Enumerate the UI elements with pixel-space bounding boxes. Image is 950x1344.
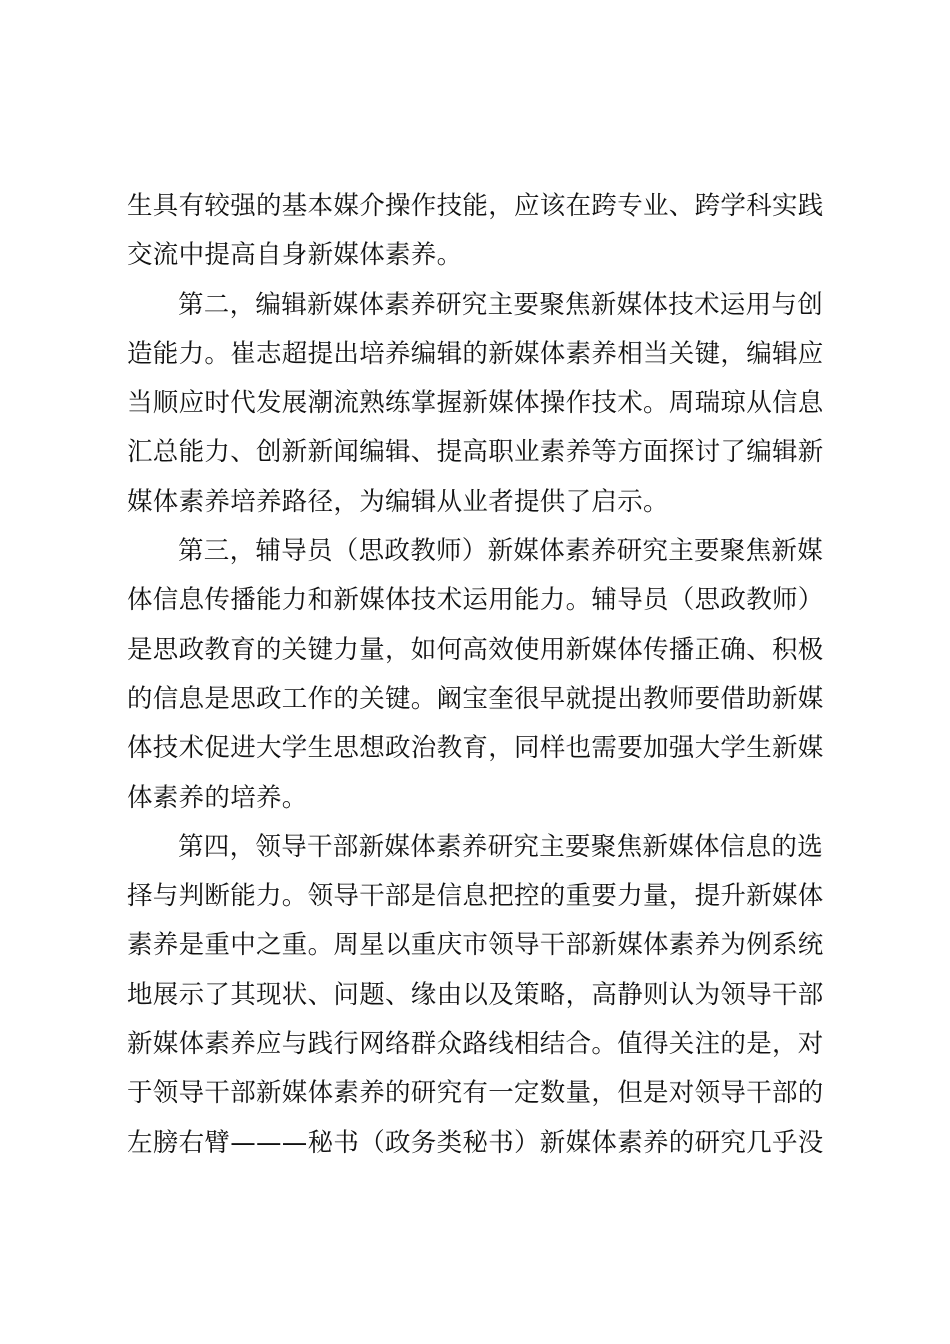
text-line: 体素养的培养。: [127, 782, 308, 813]
paragraph-start-line: 第二，编辑新媒体素养研究主要聚焦新媒体技术运用与创: [178, 289, 824, 320]
text-line: 的信息是思政工作的关键。阚宝奎很早就提出教师要借助新媒: [127, 683, 824, 714]
text-line: 素养是重中之重。周星以重庆市领导干部新媒体素养为例系统: [127, 930, 824, 961]
paragraph-start-line: 第四，领导干部新媒体素养研究主要聚焦新媒体信息的选: [178, 831, 824, 862]
text-line: 体信息传播能力和新媒体技术运用能力。辅导员（思政教师）: [127, 585, 824, 616]
text-line: 择与判断能力。领导干部是信息把控的重要力量，提升新媒体: [127, 881, 824, 912]
text-line: 是思政教育的关键力量，如何高效使用新媒体传播正确、积极: [127, 634, 824, 665]
text-line: 新媒体素养应与践行网络群众路线相结合。值得关注的是，对: [127, 1029, 824, 1060]
body-text: [127, 182, 837, 1168]
text-line: 当顺应时代发展潮流熟练掌握新媒体操作技术。周瑞琼从信息: [127, 388, 824, 419]
text-line: 体技术促进大学生思想政治教育，同样也需要加强大学生新媒: [127, 733, 824, 764]
text-line: 交流中提高自身新媒体素养。: [127, 240, 463, 271]
text-line: 于领导干部新媒体素养的研究有一定数量，但是对领导干部的: [127, 1078, 824, 1109]
text-line: 造能力。崔志超提出培养编辑的新媒体素养相当关键，编辑应: [127, 338, 824, 369]
paragraph-start-line: 第三，辅导员（思政教师）新媒体素养研究主要聚焦新媒: [178, 536, 824, 567]
text-line: 地展示了其现状、问题、缘由以及策略，高静则认为领导干部: [127, 979, 824, 1010]
text-line: 左膀右臂———秘书（政务类秘书）新媒体素养的研究几乎没: [127, 1127, 824, 1158]
text-line: 生具有较强的基本媒介操作技能，应该在跨专业、跨学科实践: [127, 191, 824, 221]
text-line: 汇总能力、创新新闻编辑、提高职业素养等方面探讨了编辑新: [127, 437, 824, 468]
text-line: 媒体素养培养路径，为编辑从业者提供了启示。: [127, 486, 669, 517]
